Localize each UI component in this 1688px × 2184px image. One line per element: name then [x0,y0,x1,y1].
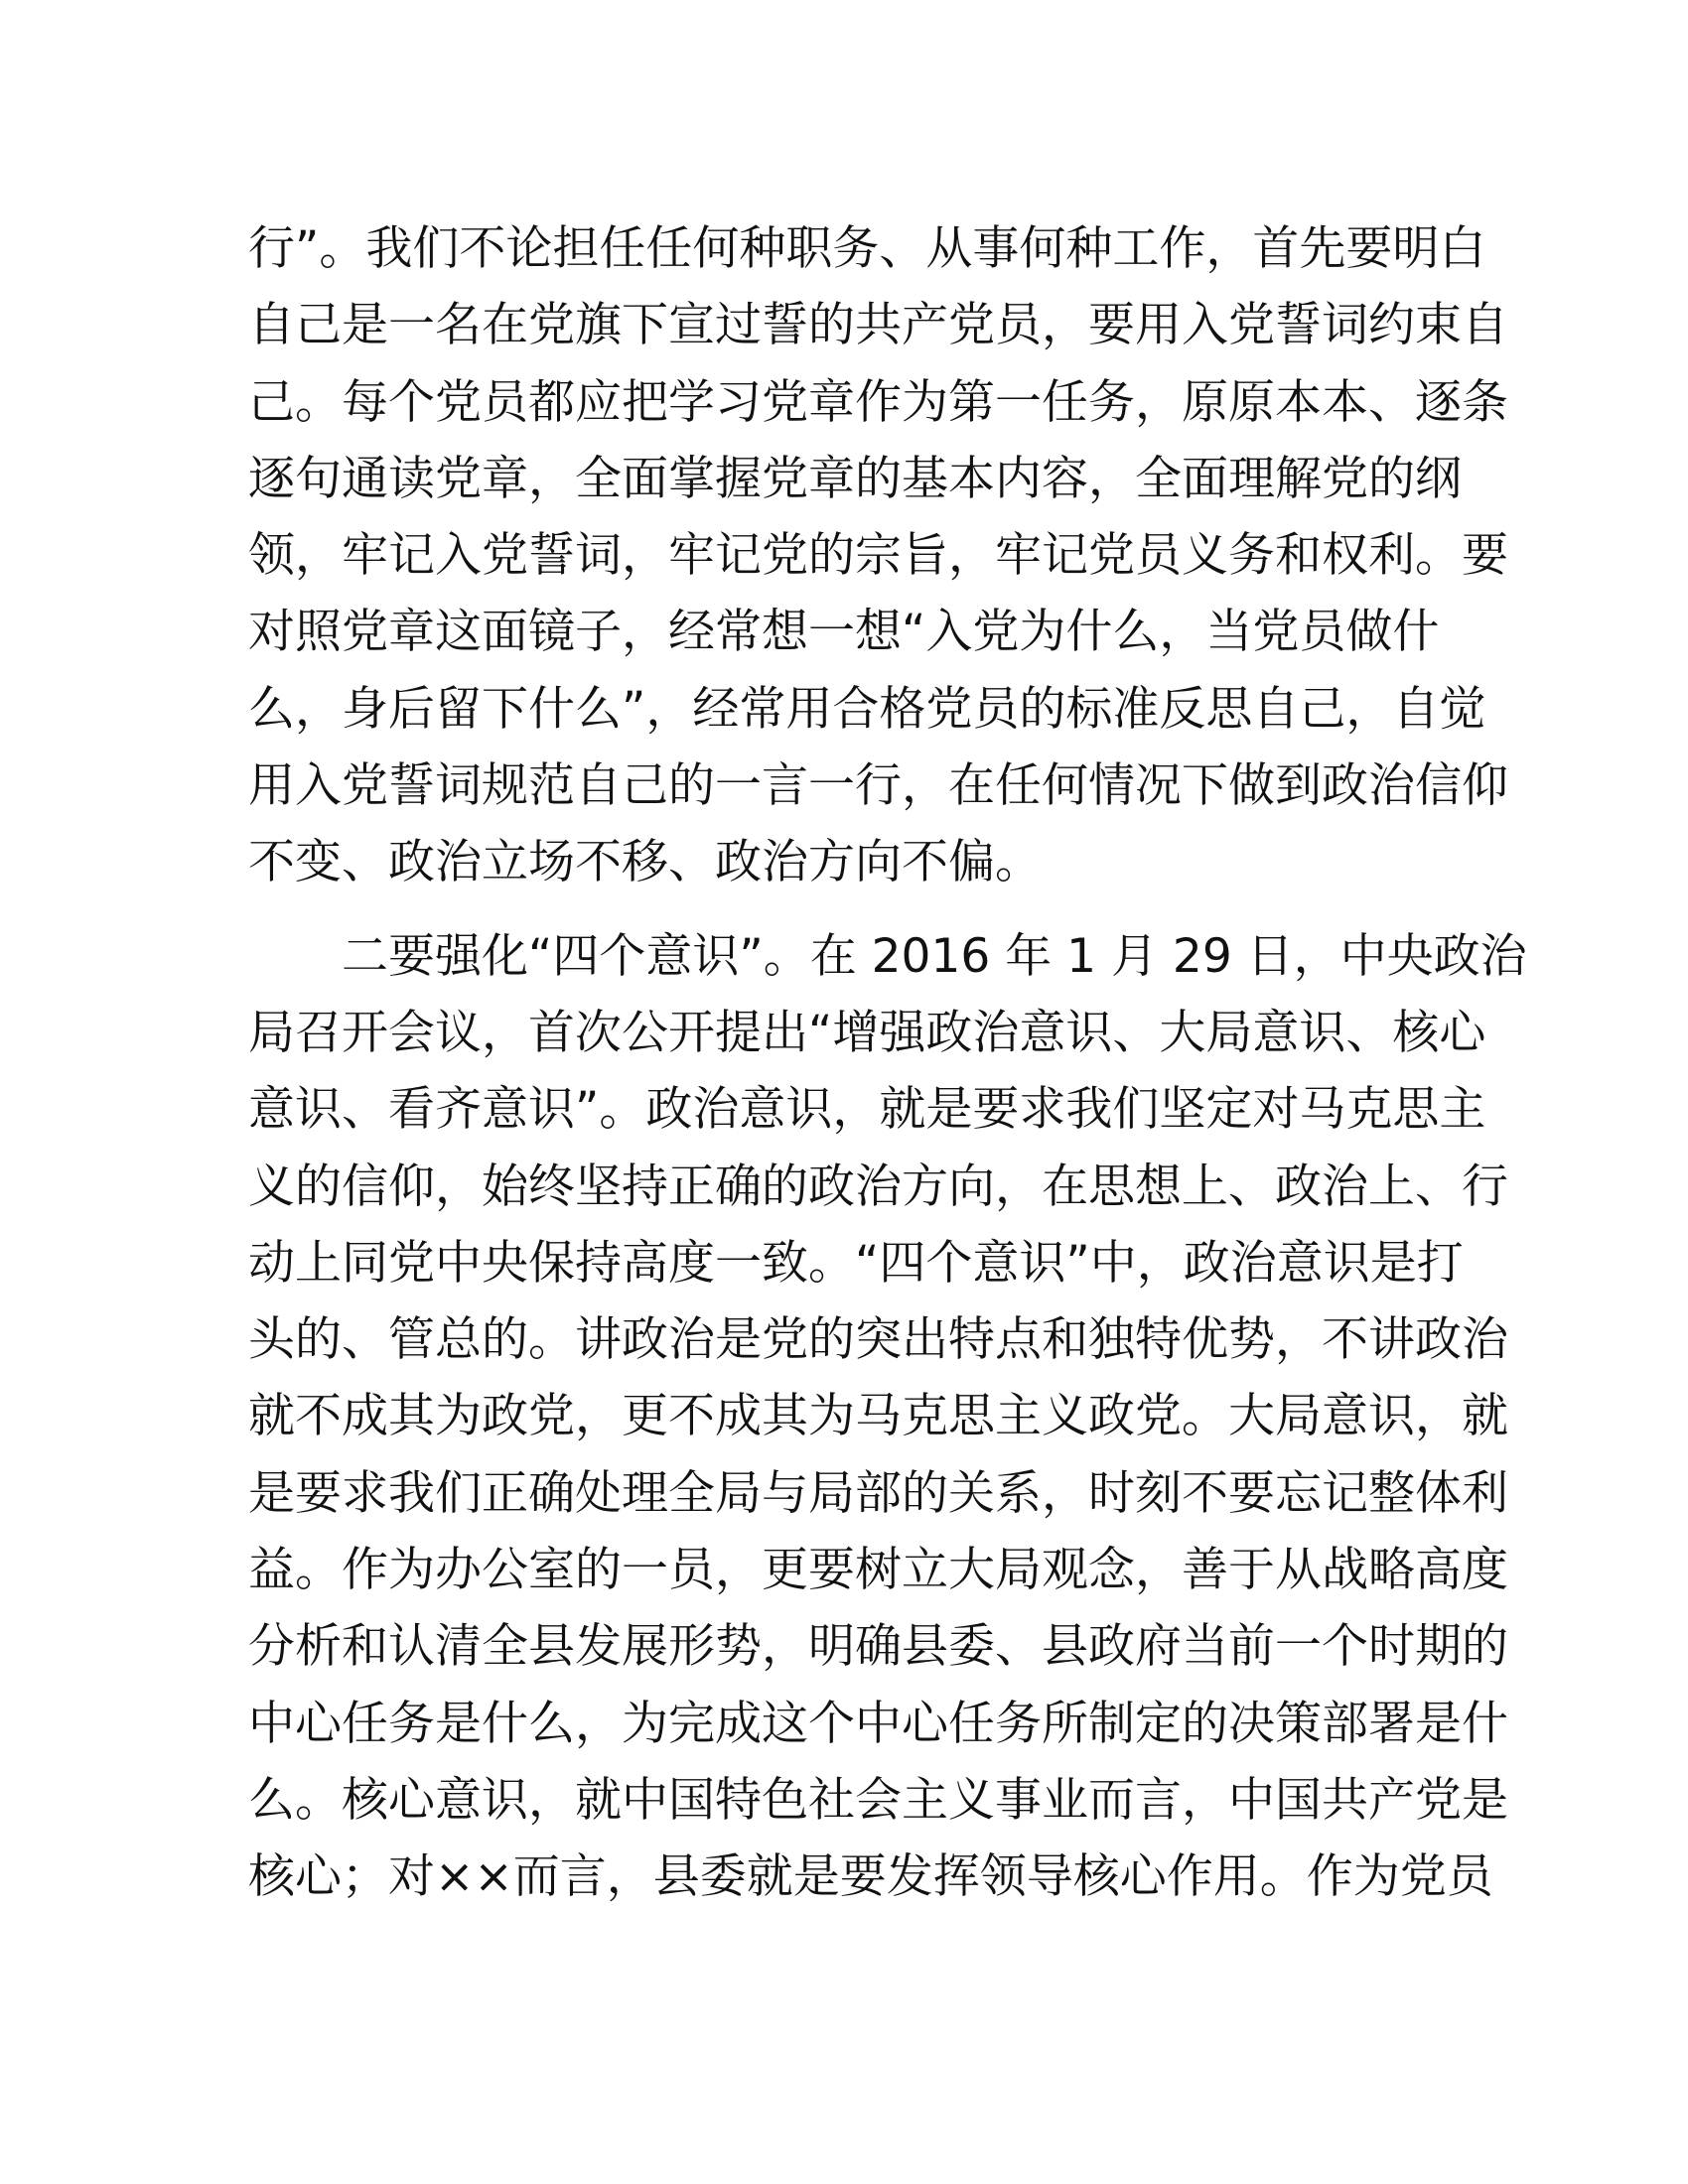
paragraph-2 [248,918,1527,1916]
text-line: 中心任务是什么，为完成这个中心任务所制定的决策部署是什 [248,1696,1508,1751]
text-line: 核心；对××而言，县委就是要发挥领导核心作用。作为党员 [248,1849,1493,1905]
text-line: 义的信仰，始终坚持正确的政治方向，在思想上、政治上、行 [248,1159,1508,1214]
text-line: 逐句通读党章，全面掌握党章的基本内容，全面理解党的纲 [248,451,1462,506]
text-line: 行”。我们不论担任任何种职务、从事何种工作，首先要明白 [248,221,1486,276]
text-line: 领，牢记入党誓词，牢记党的宗旨，牢记党员义务和权利。要 [248,528,1508,584]
text-line: 意识、看齐意识”。政治意识，就是要求我们坚定对马克思主 [248,1082,1486,1138]
text-line: 己。每个党员都应把学习党章作为第一任务，原原本本、逐条 [248,374,1508,430]
text-line: 益。作为办公室的一员，更要树立大局观念，善于从战略高度 [248,1543,1508,1598]
paragraph-1 [248,210,1508,901]
text-line: 头的、管总的。讲政治是党的突出特点和独特优势，不讲政治 [248,1312,1508,1368]
text-line: 自己是一名在党旗下宣过誓的共产党员，要用入党誓词约束自 [248,298,1508,353]
text-line: 对照党章这面镜子，经常想一想“入党为什么，当党员做什 [248,605,1440,660]
text-line: 么，身后留下什么”，经常用合格党员的标准反思自己，自觉 [248,681,1486,737]
text-line: 么。核心意识，就中国特色社会主义事业而言，中国共产党是 [248,1772,1508,1828]
document-page [248,210,1527,1916]
text-line: 动上同党中央保持高度一致。“四个意识”中，政治意识是打 [248,1235,1464,1291]
text-line: 二要强化“四个意识”。在 2016 年 1 月 29 日，中央政治 [342,928,1527,984]
text-line: 就不成其为政党，更不成其为马克思主义政党。大局意识，就 [248,1389,1508,1444]
text-line: 分析和认清全县发展形势，明确县委、县政府当前一个时期的 [248,1619,1508,1675]
text-line: 不变、政治立场不移、政治方向不偏。 [248,835,1042,890]
text-line: 用入党誓词规范自己的一言一行，在任何情况下做到政治信仰 [248,758,1508,814]
text-line: 局召开会议，首次公开提出“增强政治意识、大局意识、核心 [248,1005,1486,1060]
text-line: 是要求我们正确处理全局与局部的关系，时刻不要忘记整体利 [248,1465,1508,1521]
